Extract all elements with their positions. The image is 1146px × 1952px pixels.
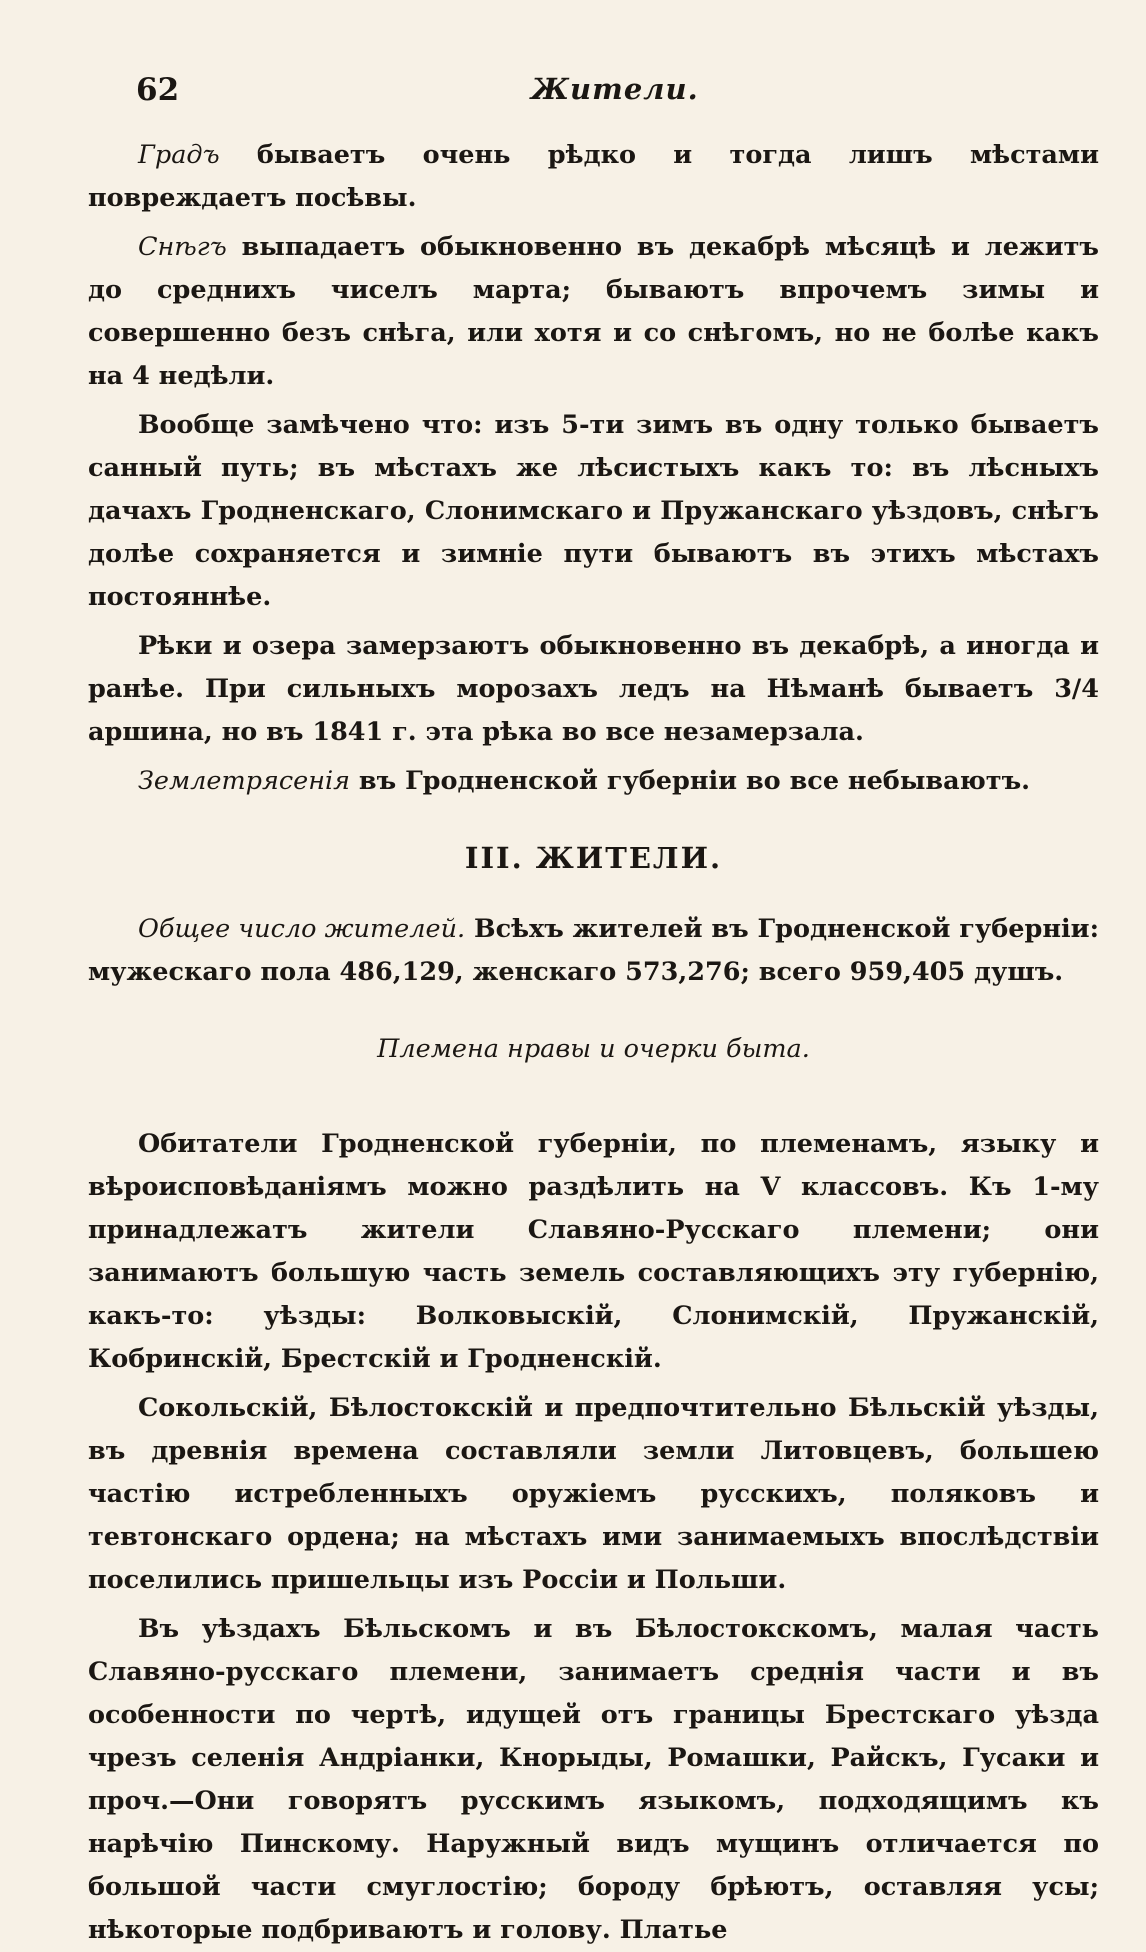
paragraph-rivers [88, 625, 1099, 754]
paragraph-text: выпадаетъ обыкновенно въ декабрѣ мѣсяцѣ и лежитъ до среднихъ чиселъ марта; бываютъ впрочемъ зимы и совершенно безъ снѣга, или хотя и со снѣгомъ, но не болѣе какъ на 4 недѣли. [88, 232, 1099, 391]
paragraph-districts: Въ уѣздахъ Бѣльскомъ и въ Бѣлостокскомъ, малая часть Славяно-русскаго племени, занимаетъ среднія части и въ особенности по чертѣ, идущей отъ границы Брестскаго уѣзда чрезъ селенія Андріанки, Кнорыды, Ромашки, Райскъ, Гусаки и проч.—Они говорятъ русскимъ языкомъ, подходящимъ къ нарѣчію Пинскому. Наружный видъ мущинъ отличается по большой части смуглостію; бороду брѣютъ, оставляя усы; нѣкоторые подбриваютъ и голову. Платье [88, 1614, 1099, 1945]
page-header [136, 72, 1099, 122]
running-title: Жители. [531, 72, 699, 106]
paragraph-winters: Вообще замѣчено что: изъ 5-ти зимъ въ одну только бываетъ санный путь; въ мѣстахъ же лѣсистыхъ какъ то: въ лѣсныхъ дачахъ Гродненскаго, Слонимскаго и Пружанскаго уѣздовъ, снѣгъ долѣе сохраняется и зимніе пути бываютъ въ этихъ мѣстахъ постояннѣе. [88, 410, 1099, 612]
paragraph-text: бываетъ очень рѣдко и тогда лишъ мѣстами повреждаетъ посѣвы. [88, 140, 1099, 213]
term-earthquakes: Землетрясенія [138, 766, 351, 796]
paragraph-text: аршина, но въ 1841 г. эта рѣка во все незамерзала. [88, 717, 864, 747]
paragraph-earthquakes [88, 760, 1099, 803]
paragraph-lithuanians: Сокольскій, Бѣлостокскій и предпочтительно Бѣльскій уѣзды, въ древнія времена составляли земли Литовцевъ, большею частію истребленныхъ оружіемъ русскихъ, поляковъ и тевтонскаго ордена; на мѣстахъ ими занимаемыхъ впослѣдствіи поселились пришельцы изъ Россіи и Польши. [88, 1393, 1099, 1595]
section-heading: III. ЖИТЕЛИ. [464, 841, 723, 875]
paragraph-text: въ Гродненской губерніи во все небываютъ. [350, 766, 1031, 796]
paragraph-text: Всѣхъ жителей въ Гродненской губерніи: мужескаго пола 486,129, женскаго 573,276; всего 959,405 душъ. [88, 914, 1099, 987]
term-snow: Снѣгъ [138, 232, 227, 262]
paragraph-snow [88, 226, 1099, 398]
subsection-heading: Племена нравы и очерки быта. [377, 1034, 810, 1064]
paragraph-hail [88, 134, 1099, 220]
page-content [88, 134, 1099, 1952]
term-population: Общее число жителей. [138, 914, 466, 944]
paragraph-text: Рѣки и озера замерзаютъ обыкновенно въ декабрѣ, а иногда и ранѣе. При сильныхъ морозахъ ледъ на Нѣманѣ бываетъ [88, 631, 1099, 704]
paragraph-inhabitants: Обитатели Гродненской губерніи, по племенамъ, языку и вѣроисповѣданіямъ можно раздѣлить на V классовъ. Къ 1-му принадлежатъ жители Славяно-Русскаго племени; они занимаютъ большую часть земель составляющихъ эту губернію, какъ-то: уѣзды: Волковыскій, Слонимскій, Пружанскій, Кобринскій, Брестскій и Гродненскій. [88, 1129, 1099, 1374]
fraction: 3/4 [1054, 674, 1099, 704]
term-hail: Градъ [138, 140, 220, 170]
page-number: 62 [136, 72, 180, 108]
paragraph-population [88, 908, 1099, 994]
